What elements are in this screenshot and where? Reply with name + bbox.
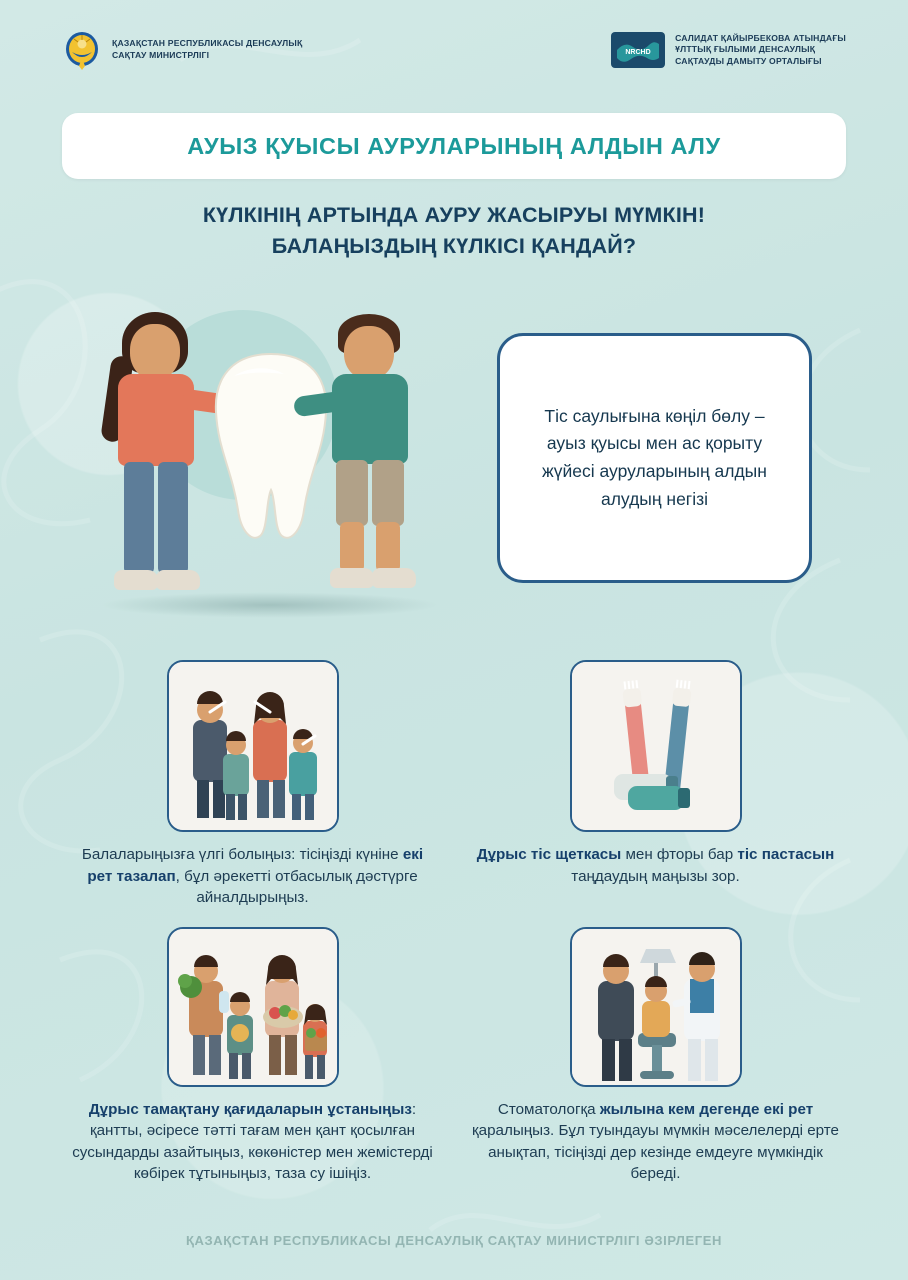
ministry-org-text [112,38,302,61]
tip1-text-b: екі рет тазалап [87,846,424,885]
hero-illustration [70,292,470,632]
title-band [62,113,846,179]
tip2-text-a: Дұрыс тіс щеткасы [476,846,622,863]
tip-caption-2 [471,844,841,887]
girl-right-leg [158,462,188,574]
tip2-text-c: тіс пастасын [737,846,835,863]
boy-head [344,326,394,380]
boy-shirt [332,374,408,464]
nrchd-line1: САЛИДАТ ҚАЙЫРБЕКОВА АТЫНДАҒЫ [675,32,846,43]
tip-item-1 [62,660,443,909]
nrchd-line3: САҚТАУДЫ ДАМЫТУ ОРТАЛЫҒЫ [675,55,822,66]
tip1-text-c: , бұл әрекетті отбасылық дәстүрге айналдырыңыз. [175,867,418,907]
tip3-text-a: Дұрыс тамақтану қағидаларын ұстаныңыз [88,1100,412,1118]
tip4-text-b: жылына кем дегенде екі рет [599,1100,814,1118]
tip-caption-4 [471,1099,841,1185]
tip3-text-b: : қантты, әсіресе тәтті тағам мен қант қосылған сусындарды азайтыңыз, көкөністер мен жемістерді көбірек тұтыныңыз, таза су ішіңіз. [72,1100,433,1183]
tip-item-4 [465,927,846,1185]
nrchd-org-text [675,33,846,68]
subtitle-line-2: БАЛАҢЫЗДЫҢ КҮЛКІСІ ҚАНДАЙ? [271,234,637,259]
toothbrushes-and-toothpaste-illustration [570,660,742,832]
svg-text:NRCHD: NRCHD [625,49,651,56]
tip-caption-1 [68,844,438,909]
nrchd-org-block [611,28,846,72]
boy-left-shin [340,522,364,572]
tips-grid [62,660,846,1185]
tip2-text-b: мен фторы бар [621,846,738,863]
nrchd-line2: ҰЛТТЫҚ ҒЫЛЫМИ ДЕНСАУЛЫҚ [675,44,816,55]
quote-text: Тіс саулығына көңіл бөлу – ауыз қуысы мен ас қорыту жүйесі ауруларының алдын алудың негізі [542,405,767,509]
boy-right-shin [376,522,400,572]
kazakhstan-emblem-icon [62,28,102,72]
girl-right-shoe [156,570,200,590]
girl-left-shoe [114,570,158,590]
ministry-line2: САҚТАУ МИНИСТРЛІГІ [112,50,210,60]
ministry-line1: ҚАЗАҚСТАН РЕСПУБЛИКАСЫ ДЕНСАУЛЫҚ [112,38,303,49]
girl-shirt [118,374,194,466]
boy-left-shoe [330,568,374,588]
tip-item-2 [465,660,846,909]
tip2-text-d: таңдаудың маңызы зор. [571,867,740,885]
quote-card [497,333,812,583]
family-with-healthy-food-illustration [167,927,339,1087]
tip1-text-a: Балаларыңызға үлгі болыңыз: тісіңізді күніне [81,846,403,863]
footer-text: ҚАЗАҚСТАН РЕСПУБЛИКАСЫ ДЕНСАУЛЫҚ САҚТАУ МИНИСТРЛІГІ ӘЗІРЛЕГЕН [185,1233,723,1248]
girl-left-leg [124,462,154,574]
boy-left-leg [336,460,368,526]
tip4-text-a: Стоматологқа [497,1100,600,1118]
tip4-text-c: қаралыңыз. Бұл туындауы мүмкін мәселелерді ерте анықтап, тісіңізді дер кезінде емдеуге мүмкіндік береді. [472,1122,839,1183]
subtitle-line-1: КҮЛКІНІҢ АРТЫНДА АУРУ ЖАСЫРУЫ МҮМКІН! [202,203,706,227]
family-brushing-teeth-illustration [167,660,339,832]
dentist-visit-illustration [570,927,742,1087]
boy-right-leg [372,460,404,526]
tip-item-3 [62,927,443,1185]
boy-figure [302,314,452,614]
boy-right-shoe [372,568,416,588]
tip-caption-3 [68,1099,438,1185]
girl-head [130,324,180,380]
header [0,28,908,72]
page-title: АУЫЗ ҚУЫСЫ АУРУЛАРЫНЫҢ АЛДЫН АЛУ [187,132,721,159]
nrchd-logo-icon [611,30,665,70]
subtitle [0,200,908,262]
ministry-org-block [62,28,302,72]
